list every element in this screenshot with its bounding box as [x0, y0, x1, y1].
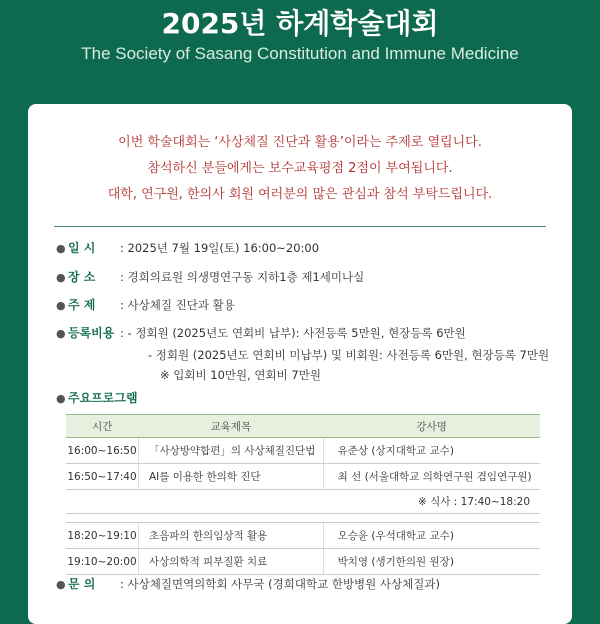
table-row — [66, 523, 540, 549]
fee-line-1: : - 정회원 (2025년도 연회비 납부): 사전등록 5만원, 현장등록 6만원 — [120, 326, 466, 340]
date-value: : 2025년 7월 19일(토) 16:00~20:00 — [120, 241, 320, 255]
announcement-card — [28, 104, 572, 624]
fee-row — [56, 323, 572, 343]
title-cell: 「사상방약합편」의 사상체질진단법 — [139, 438, 324, 464]
title-cell: 사상의학적 피부질환 치료 — [139, 549, 324, 575]
place-row — [56, 267, 572, 287]
contact-label: 문 의 — [68, 577, 96, 591]
place-value: : 경희의료원 의생명연구동 지하1층 제1세미나실 — [120, 270, 365, 284]
header-time: 시간 — [66, 415, 139, 438]
fee-line-2: - 정회원 (2025년도 연회비 미납부) 및 비회원: 사전등록 6만원, 현장등록 7만원 — [148, 348, 550, 362]
time-cell: 18:20~19:10 — [66, 523, 139, 549]
speaker-cell: 박치영 (생기한의원 원장) — [323, 549, 540, 575]
spacer-row — [66, 514, 540, 523]
bullet-icon: ● — [56, 299, 66, 312]
time-cell: 16:00~16:50 — [66, 438, 139, 464]
contact-value: : 사상체질면역의학회 사무국 (경희대학교 한방병원 사상체질과) — [120, 577, 440, 591]
theme-row — [56, 295, 572, 315]
intro-line-3: 대학, 연구원, 한의사 회원 여러분의 많은 관심과 참석 부탁드립니다. — [107, 187, 493, 202]
time-cell: 19:10~20:00 — [66, 549, 139, 575]
divider — [54, 226, 546, 227]
time-cell: 16:50~17:40 — [66, 464, 139, 490]
title-cell: AI를 이용한 한의학 진단 — [139, 464, 324, 490]
theme-value: : 사상체질 진단과 활용 — [120, 298, 235, 312]
speaker-cell: 유준상 (상지대학교 교수) — [323, 438, 540, 464]
society-name: The Society of Sasang Constitution and Immune Medicine — [81, 44, 519, 63]
fee-note: ※ 입회비 10만원, 연회비 7만원 — [160, 368, 321, 382]
table-row — [66, 549, 540, 575]
date-row — [56, 238, 572, 258]
bullet-icon: ● — [56, 271, 66, 284]
intro-line-2: 참석하신 분들에게는 보수교육평점 2점이 부여됩니다. — [147, 161, 453, 176]
fee-label: 등록비용 — [68, 326, 115, 340]
bullet-icon: ● — [56, 578, 66, 591]
theme-label: 주 제 — [68, 298, 96, 312]
table-header-row — [66, 415, 540, 438]
table-row — [66, 464, 540, 490]
bullet-icon: ● — [56, 327, 66, 340]
date-label: 일 시 — [68, 241, 96, 255]
header-title: 교육제목 — [139, 415, 324, 438]
meal-row — [66, 490, 540, 514]
place-label: 장 소 — [68, 270, 96, 284]
page-title: 2025년 하계학술대회 — [161, 7, 439, 40]
contact-row — [56, 574, 572, 594]
meal-note: ※ 식사 : 17:40~18:20 — [66, 490, 540, 514]
program-table — [66, 414, 540, 575]
speaker-cell: 최 선 (서울대학교 의학연구원 겸임연구원) — [323, 464, 540, 490]
intro-line-1: 이번 학술대회는 ‘사상체질 진단과 활용’이라는 주제로 열립니다. — [118, 135, 482, 150]
table-row — [66, 438, 540, 464]
speaker-cell: 오승윤 (우석대학교 교수) — [323, 523, 540, 549]
header-speaker: 강사명 — [323, 415, 540, 438]
intro-text — [28, 130, 572, 208]
title-cell: 초음파의 한의임상적 활용 — [139, 523, 324, 549]
bullet-icon: ● — [56, 242, 66, 255]
program-heading — [56, 388, 572, 408]
program-label: 주요프로그램 — [68, 391, 138, 405]
bullet-icon: ● — [56, 392, 66, 405]
